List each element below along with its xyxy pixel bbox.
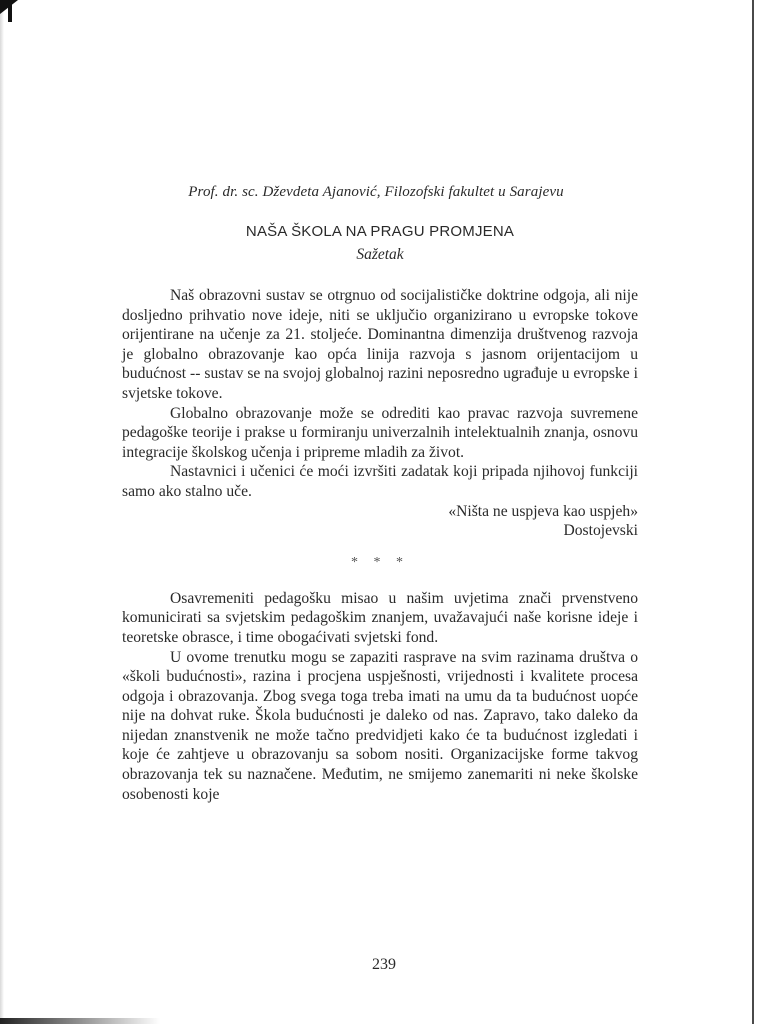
- scan-right-edge: [752, 0, 754, 1024]
- author-line: Prof. dr. sc. Dževdeta Ajanović, Filozofski fakultet u Sarajevu: [188, 184, 564, 200]
- body-paragraph: Osavremeniti pedagošku misao u našim uvjetima znači prvenstveno komunicirati sa svjetskim pedagoškim znanjem, uvažavajući naše korisne ideje i teoretske obrasce, i time obogaćivati svjetski fond.: [122, 589, 638, 646]
- epigraph-quote: «Ništa ne uspjeva kao uspjeh»: [448, 502, 638, 520]
- scan-corner-mark-stem: [8, 4, 12, 22]
- abstract-paragraph: Globalno obrazovanje može se odrediti kao pravac razvoja suvremene pedagoške teorije i prakse u formiranju univerzalnih intelektualnih znanja, osnovu integracije školskog učenja i pripreme mladih za život.: [122, 404, 638, 461]
- page-number: 239: [372, 956, 396, 973]
- article-title: NAŠA ŠKOLA NA PRAGU PROMJENA: [245, 223, 515, 240]
- abstract-paragraph: Naš obrazovni sustav se otrgnuo od socijalističke doktrine odgoja, ali nije dosljedno prihvatio nove ideje, niti se uključio organizirano u evropske tokove orijentirane na učenje za 21. stoljeće. Dominantna dimenzija društvenog razvoja je globalno obrazovanje kao opća linija razvoja s jasnom orijentacijom u budućnost -- sustav se na svojoj globalnoj razini neposredno ugrađuje u evropske i svjetske tokove.: [122, 287, 638, 402]
- abstract-heading: Sažetak: [356, 246, 404, 263]
- document-page: [122, 184, 638, 804]
- epigraph-attribution: Dostojevski: [563, 522, 638, 540]
- abstract-paragraph: Nastavnici i učenici će moći izvršiti zadatak koji pripada njihovoj funkciji samo ako stalno uče.: [122, 463, 638, 500]
- body-paragraph: U ovome trenutku mogu se zapaziti rasprave na svim razinama društva o «školi budućnosti», razina i procjena uspješnosti, vrijednosti i kvalitete procesa odgoja i obrazovanja. Zbog svega toga treba imati na umu da ta budućnost uopće nije na dohvat ruke. Škola budućnosti je daleko od nas. Zapravo, tako daleko da nijedan znanstvenik ne može tačno predvidjeti kako će ta budućnost izgledati i koje će zahtjeve u obrazovanju sa sobom nositi. Organizacijske forme takvog obrazovanja tek su naznačene. Međutim, ne smijemo zanemariti ni neke školske osobenosti koje: [122, 648, 638, 803]
- scan-left-edge: [0, 0, 4, 1024]
- scan-bottom-mark: [0, 1018, 160, 1024]
- section-separator: * * *: [351, 554, 409, 570]
